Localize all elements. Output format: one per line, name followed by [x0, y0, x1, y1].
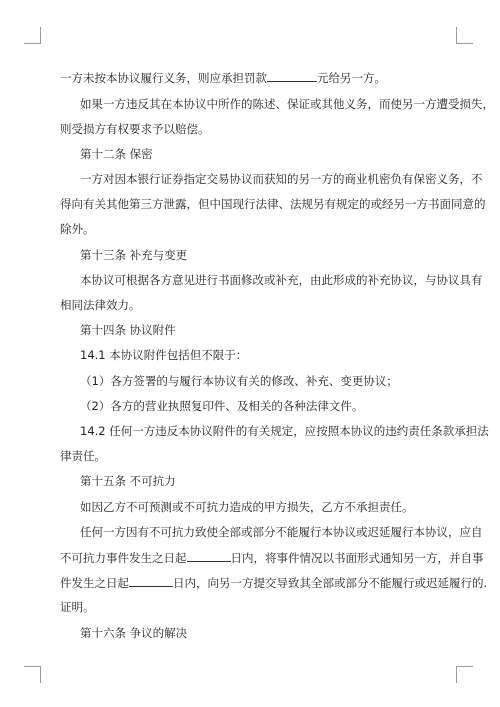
text-line: [80, 424, 489, 438]
text-run: 本协议可根据各方意见进行书面修改或补充，由此形成的补充协议，与协议具有: [80, 273, 483, 287]
text-line: [80, 348, 247, 362]
text-line: [80, 374, 398, 388]
text-run: 除外。: [60, 222, 95, 236]
crop-mark-top-right: [456, 27, 473, 44]
text-line: [80, 474, 176, 488]
text-line: [80, 399, 363, 413]
text-line: [80, 248, 187, 262]
text-line: [60, 197, 486, 211]
text-run: 第十二条 保密: [80, 147, 153, 161]
text-line: [60, 222, 95, 236]
text-run: 件发生之日起: [60, 576, 129, 590]
fill-in-blank: [187, 550, 231, 562]
text-run: 得向有关其他第三方泄露，但中国现行法律、法规另有规定的或经另一方书面同意的: [60, 197, 486, 211]
text-line: [80, 273, 483, 287]
fill-in-blank: [267, 70, 317, 82]
text-run: 第十五条 不可抗力: [80, 474, 176, 488]
text-run: 律责任。: [60, 449, 106, 463]
text-run: 第十六条 争议的解决: [80, 626, 188, 640]
text-line: [80, 97, 494, 111]
text-run: 则受损方有权要求予以赔偿。: [60, 122, 210, 136]
text-line: [60, 122, 210, 136]
text-run: 第十三条 补充与变更: [80, 248, 188, 262]
text-run: 14.1 本协议附件包括但不限于：: [80, 348, 248, 362]
text-run: 如因乙方不可预测或不可抗力造成的甲方损失，乙方不承担责任。: [80, 500, 414, 514]
text-run: 不可抗力事件发生之日起: [60, 551, 187, 565]
text-run: 一方未按本协议履行义务，则应承担罚款: [60, 71, 267, 85]
text-run: 一方对因本银行证券指定交易协议而获知的另一方的商业机密负有保密义务，不: [80, 172, 483, 186]
text-run: 如果一方违反其在本协议中所作的陈述、保证或其他义务，而使另一方遭受损失，: [80, 97, 494, 111]
text-line: [80, 172, 483, 186]
text-line: [80, 525, 483, 539]
text-line: [80, 500, 414, 514]
text-run: 日内，向另一方提交导致其全部或部分不能履行或迟延履行的.: [173, 576, 488, 590]
text-run: 14.2 任何一方违反本协议附件的有关规定，应按照本协议的违约责任条款承担法: [80, 424, 489, 438]
fill-in-blank: [129, 575, 173, 587]
text-run: （2）各方的营业执照复印件、及相关的各种法律文件。: [80, 399, 364, 413]
text-run: 第十四条 协议附件: [80, 323, 176, 337]
text-line: [60, 575, 487, 590]
text-run: （1）各方签署的与履行本协议有关的修改、补充、变更协议；: [80, 374, 398, 388]
text-line: [80, 147, 153, 161]
text-line: [60, 449, 106, 463]
text-line: [60, 600, 95, 614]
crop-mark-top-left: [24, 27, 41, 44]
crop-mark-bottom-right: [456, 666, 473, 683]
text-run: 元给另一方。: [317, 71, 386, 85]
text-run: 日内，将事件情况以书面形式通知另一方，并自事: [230, 551, 484, 565]
text-line: [60, 70, 386, 85]
crop-mark-bottom-left: [24, 666, 41, 683]
text-line: [60, 298, 141, 312]
text-line: [80, 626, 187, 640]
text-run: 证明。: [60, 600, 95, 614]
text-line: [80, 323, 176, 337]
text-run: 任何一方因有不可抗力致使全部或部分不能履行本协议或迟延履行本协议，应自: [80, 525, 483, 539]
text-line: [60, 550, 484, 565]
text-run: 相同法律效力。: [60, 298, 141, 312]
